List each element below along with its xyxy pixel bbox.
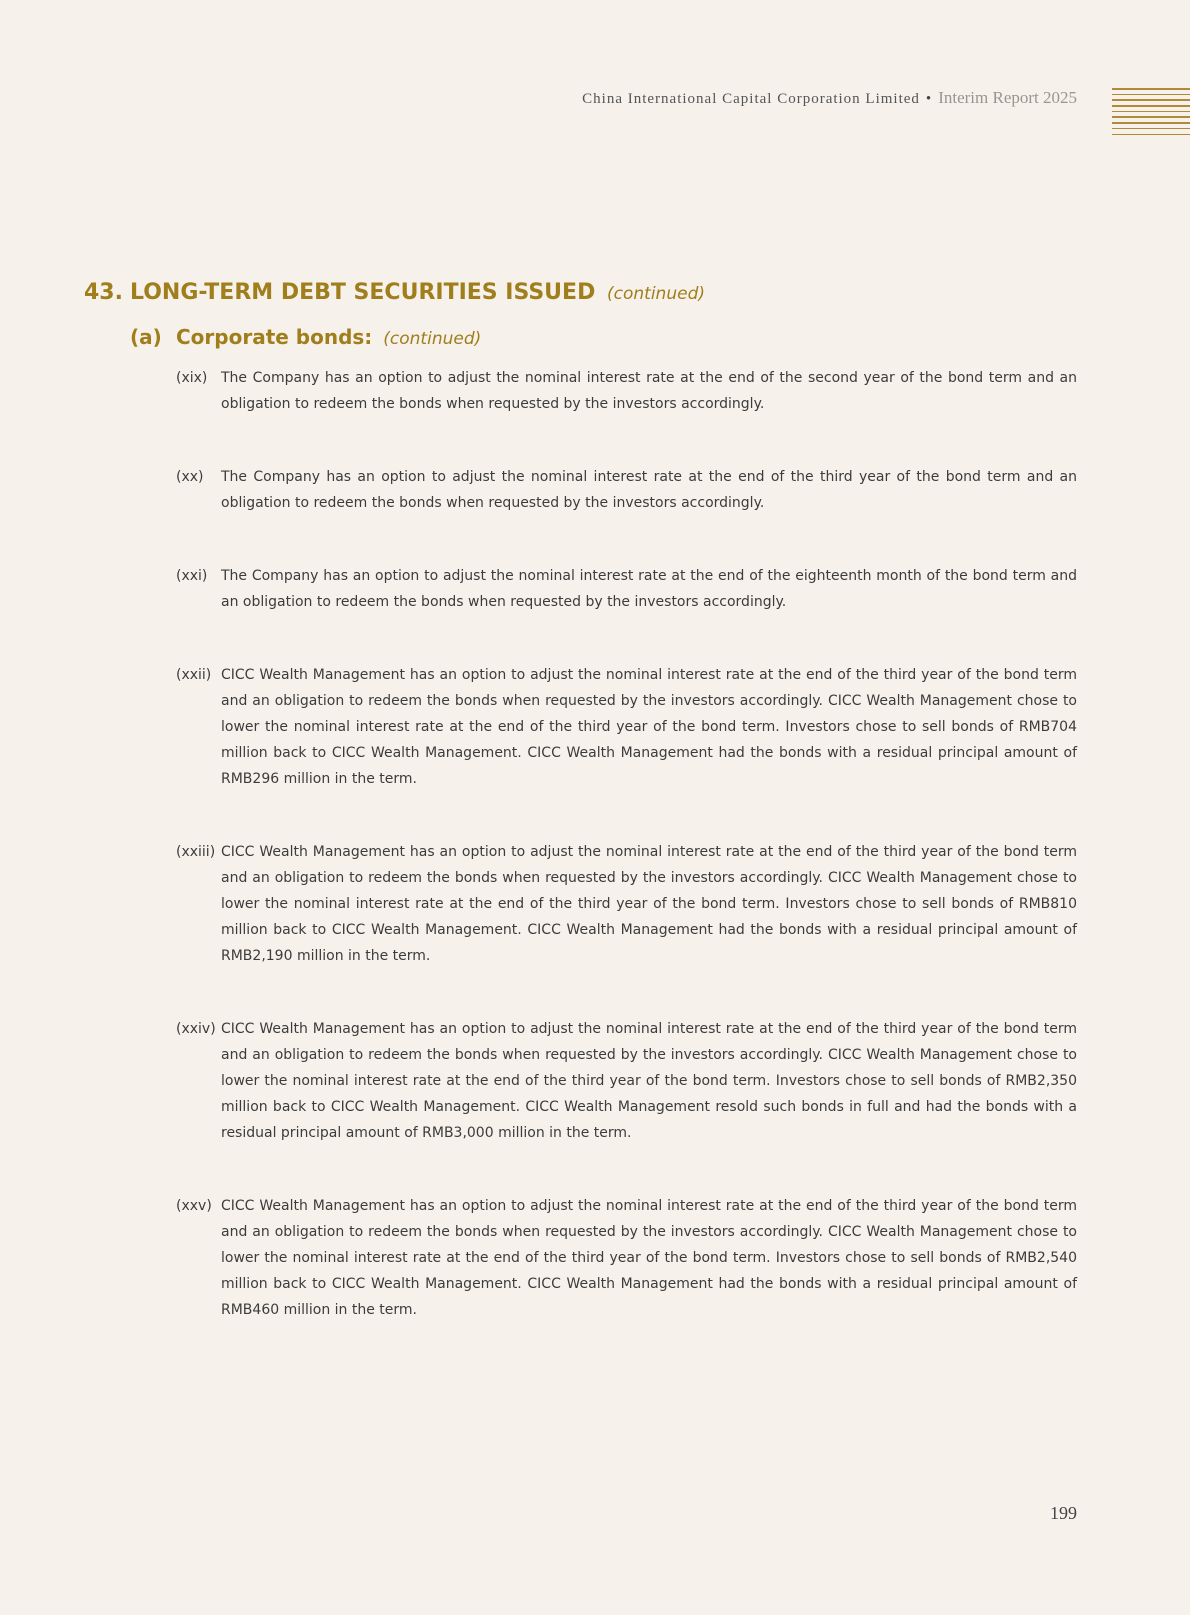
item-label: (xx)	[176, 469, 204, 485]
item-text: CICC Wealth Management has an option to adjust the nominal interest rate at the end of the third year of the bond term and an obligation to redeem the bonds when requested by the investors accordingly. CICC Wealth Management chose to lower the nominal interest rate at the end of the third year of the bond term. Investors chose to sell bonds of RMB2,540 million back to CICC Wealth Management. CICC Wealth Management had the bonds with a residual principal amount of RMB460 million in the term.	[221, 1198, 1077, 1318]
subsection-number: (a)	[130, 325, 162, 349]
list-item	[176, 839, 1077, 969]
item-text: CICC Wealth Management has an option to adjust the nominal interest rate at the end of the third year of the bond term and an obligation to redeem the bonds when requested by the investors accordingly. CICC Wealth Management chose to lower the nominal interest rate at the end of the third year of the bond term. Investors chose to sell bonds of RMB2,350 million back to CICC Wealth Management. CICC Wealth Management resold such bonds in full and had the bonds with a residual principal amount of RMB3,000 million in the term.	[221, 1021, 1077, 1141]
section-continued: (continued)	[607, 284, 705, 304]
item-text: CICC Wealth Management has an option to adjust the nominal interest rate at the end of the third year of the bond term and an obligation to redeem the bonds when requested by the investors accordingly. CICC Wealth Management chose to lower the nominal interest rate at the end of the third year of the bond term. Investors chose to sell bonds of RMB810 million back to CICC Wealth Management. CICC Wealth Management had the bonds with a residual principal amount of RMB2,190 million in the term.	[221, 844, 1077, 964]
item-text: The Company has an option to adjust the nominal interest rate at the end of the eighteenth month of the bond term and an obligation to redeem the bonds when requested by the investors accordingly.	[221, 568, 1077, 610]
subsection-heading	[130, 325, 481, 349]
section-heading	[84, 280, 705, 305]
page-number: 199	[1050, 1503, 1077, 1523]
list-item	[176, 1193, 1077, 1323]
header-company: China International Capital Corporation Limited	[582, 91, 920, 107]
subsection-continued: (continued)	[383, 329, 482, 349]
section-number: 43.	[84, 280, 123, 305]
list-item	[176, 662, 1077, 792]
item-label: (xxiv)	[176, 1021, 216, 1037]
running-header	[582, 88, 1077, 108]
notes-list	[176, 365, 1077, 1370]
item-label: (xix)	[176, 370, 208, 386]
item-text: The Company has an option to adjust the nominal interest rate at the end of the second year of the bond term and an obligation to redeem the bonds when requested by the investors accordingly.	[221, 370, 1077, 412]
header-report: Interim Report 2025	[938, 88, 1077, 107]
item-label: (xxiii)	[176, 844, 216, 860]
item-text: CICC Wealth Management has an option to adjust the nominal interest rate at the end of the third year of the bond term and an obligation to redeem the bonds when requested by the investors accordingly. CICC Wealth Management chose to lower the nominal interest rate at the end of the third year of the bond term. Investors chose to sell bonds of RMB704 million back to CICC Wealth Management. CICC Wealth Management had the bonds with a residual principal amount of RMB296 million in the term.	[221, 667, 1077, 787]
list-item	[176, 365, 1077, 417]
subsection-title: Corporate bonds:	[176, 325, 373, 349]
item-label: (xxii)	[176, 667, 212, 683]
section-title: LONG-TERM DEBT SECURITIES ISSUED	[130, 280, 596, 305]
decorative-lines	[1112, 88, 1190, 139]
list-item	[176, 563, 1077, 615]
item-text: The Company has an option to adjust the nominal interest rate at the end of the third year of the bond term and an obligation to redeem the bonds when requested by the investors accordingly.	[221, 469, 1077, 511]
item-label: (xxv)	[176, 1198, 212, 1214]
header-separator: •	[925, 91, 933, 107]
list-item	[176, 1016, 1077, 1146]
list-item	[176, 464, 1077, 516]
item-label: (xxi)	[176, 568, 208, 584]
